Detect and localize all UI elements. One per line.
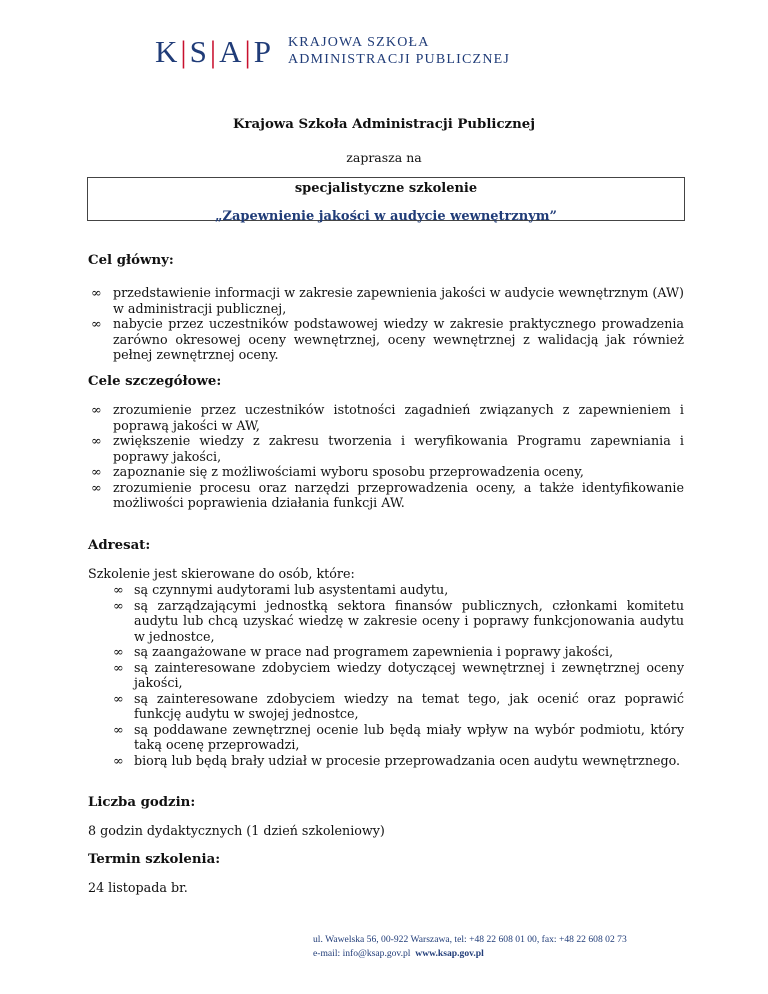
- training-type: specjalistyczne szkolenie: [294, 181, 478, 196]
- bullet-icon: ∞: [113, 659, 124, 675]
- audience-list: [88, 582, 684, 768]
- list-item-text: są poddawane zewnętrznej ocenie lub będą miały wpływ na wybór podmiotu, który taką ocenę przeprowadzi,: [134, 721, 684, 752]
- list-item-text: zwiększenie wiedzy z zakresu tworzenia i weryfikowania Programu zapewniania i poprawy jakości,: [113, 433, 684, 464]
- date-heading: Termin szkolenia:: [88, 852, 221, 867]
- invitation-text: zaprasza na: [346, 150, 422, 165]
- list-item: [88, 753, 684, 769]
- date-value: 24 listopada br.: [88, 880, 188, 895]
- list-item-text: są zainteresowane zdobyciem wiedzy dotyczącej wewnętrznej i zewnętrznej oceny jakości,: [134, 659, 684, 690]
- logo-letter-s: S: [189, 33, 210, 69]
- list-item: [88, 644, 684, 660]
- list-item: [88, 464, 684, 480]
- audience-heading: Adresat:: [88, 538, 151, 553]
- logo-line-2: ADMINISTRACJI PUBLICZNEJ: [287, 52, 511, 67]
- ksap-logo: [155, 34, 510, 68]
- list-item: [88, 480, 684, 511]
- list-item-text: są zarządzającymi jednostką sektora finansów publicznych, członkami komitetu audytu lub chcą uzyskać wiedzę w zakresie oceny i poprawy funkcjonowania audytu w jednostce,: [134, 597, 684, 644]
- list-item-text: zapoznanie się z możliwościami wyboru sposobu przeprowadzenia oceny,: [113, 464, 584, 479]
- logo-separator: |: [209, 33, 220, 69]
- footer-contact-line: [313, 947, 627, 961]
- list-item-text: nabycie przez uczestników podstawowej wiedzy w zakresie praktycznego prowadzenia zarówno okresowej oceny wewnętrznej, oceny wewnętrznej z walidacją jak również pełnej zewnętrznej oceny.: [113, 316, 684, 362]
- list-item: [88, 691, 684, 722]
- main-goal-heading: Cel główny:: [88, 253, 174, 268]
- list-item: [88, 598, 684, 645]
- specific-goals-list: [88, 402, 684, 511]
- list-item: [88, 660, 684, 691]
- list-item: [88, 316, 684, 363]
- list-item-text: biorą lub będą brały udział w procesie przeprowadzania ocen audytu wewnętrznego.: [134, 752, 681, 768]
- logo-separator: |: [180, 33, 190, 69]
- bullet-icon: ∞: [113, 690, 124, 706]
- audience-intro: Szkolenie jest skierowane do osób, które:: [88, 566, 355, 581]
- list-item-text: są zainteresowane zdobyciem wiedzy na temat tego, jak ocenić oraz poprawić funkcję audytu w swojej jednostce,: [134, 690, 684, 721]
- bullet-icon: ∞: [91, 316, 102, 331]
- logo-text: [288, 34, 510, 68]
- bullet-icon: ∞: [113, 597, 124, 613]
- bullet-icon: ∞: [91, 433, 102, 448]
- footer-email[interactable]: e-mail: info@ksap.gov.pl: [313, 948, 411, 959]
- organization-title: Krajowa Szkoła Administracji Publicznej: [232, 117, 536, 132]
- list-item: [88, 285, 684, 316]
- bullet-icon: ∞: [91, 285, 102, 300]
- list-item-text: są czynnymi audytorami lub asystentami audytu,: [134, 582, 449, 597]
- footer-contact: [313, 933, 627, 961]
- list-item-text: są zaangażowane w prace nad programem zapewnienia i poprawy jakości,: [134, 644, 614, 659]
- list-item-text: zrozumienie procesu oraz narzędzi przeprowadzenia oceny, a także identyfikowanie możliwości poprawienia działania funkcji AW.: [113, 479, 684, 510]
- logo-mark: [155, 33, 274, 69]
- bullet-icon: ∞: [91, 464, 102, 479]
- logo-letter-k: K: [155, 33, 181, 69]
- footer-website-link[interactable]: www.ksap.gov.pl: [415, 948, 484, 959]
- logo-letter-p: P: [253, 33, 274, 69]
- logo-line-1: KRAJOWA SZKOŁA: [287, 35, 430, 50]
- list-item: [88, 582, 684, 598]
- training-title-box: [87, 177, 685, 224]
- bullet-icon: ∞: [113, 752, 124, 768]
- bullet-icon: ∞: [91, 479, 102, 495]
- main-goal-list: [88, 285, 684, 363]
- logo-separator: |: [244, 33, 254, 69]
- specific-goals-heading: Cele szczegółowe:: [88, 374, 222, 389]
- list-item: [88, 433, 684, 464]
- list-item: [88, 402, 684, 433]
- logo-letter-a: A: [219, 33, 245, 69]
- hours-heading: Liczba godzin:: [88, 795, 196, 810]
- footer-address: ul. Wawelska 56, 00-922 Warszawa, tel: +48 22 608 01 00, fax: +48 22 608 02 73: [313, 934, 627, 945]
- list-item-text: zrozumienie przez uczestników istotności zagadnień związanych z zapewnieniem i poprawą jakości w AW,: [113, 402, 684, 433]
- bullet-icon: ∞: [113, 582, 124, 597]
- bullet-icon: ∞: [113, 721, 124, 737]
- bullet-icon: ∞: [91, 402, 102, 417]
- hours-value: 8 godzin dydaktycznych (1 dzień szkoleniowy): [88, 823, 385, 838]
- training-name: „Zapewnienie jakości w audycie wewnętrznym”: [214, 209, 558, 224]
- list-item: [88, 722, 684, 753]
- list-item-text: przedstawienie informacji w zakresie zapewnienia jakości w audycie wewnętrznym (AW) w administracji publicznej,: [113, 285, 684, 316]
- bullet-icon: ∞: [113, 644, 124, 659]
